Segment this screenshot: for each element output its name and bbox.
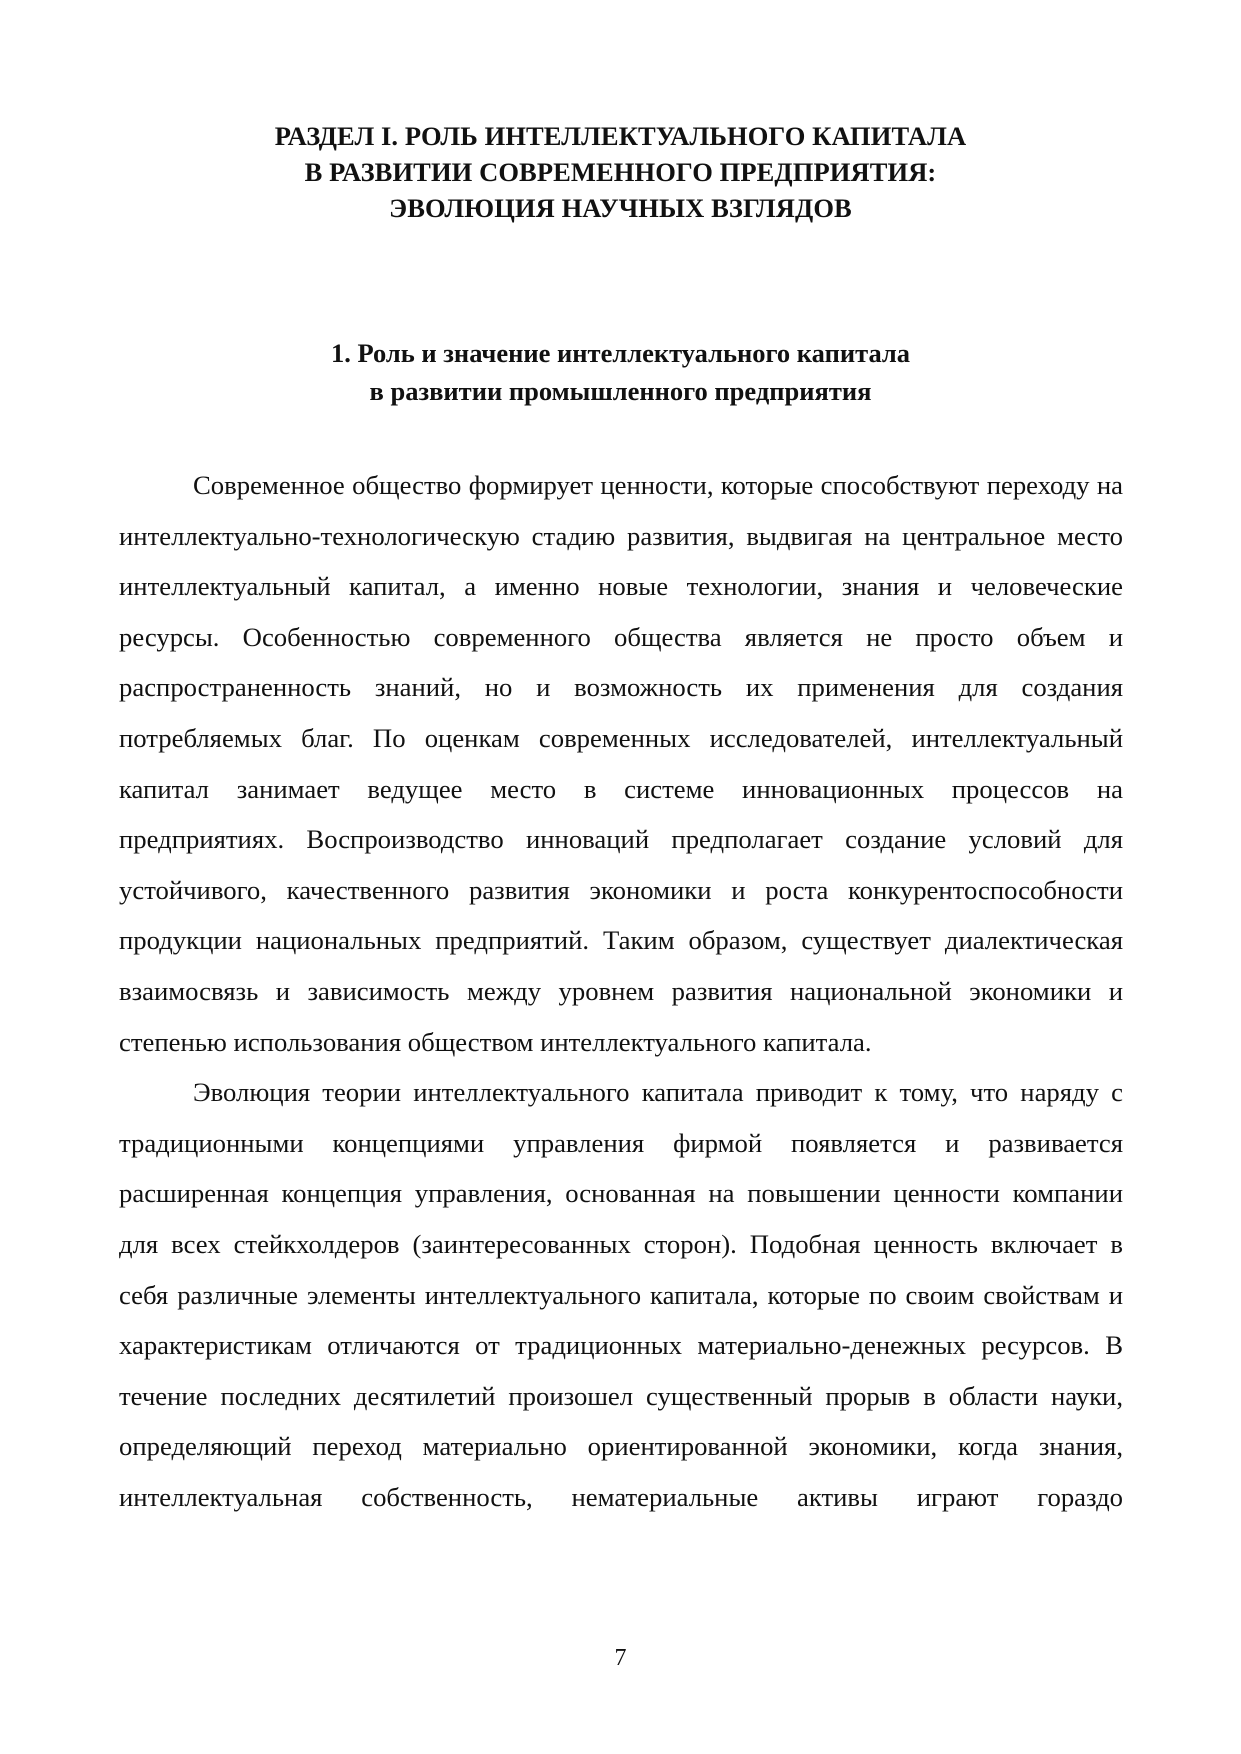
page-number: 7 [614,1645,627,1671]
section-title-line-3: ЭВОЛЮЦИЯ НАУЧНЫХ ВЗГЛЯДОВ [389,193,852,223]
chapter-title [0,334,1241,410]
chapter-title-line-1: 1. Роль и значение интеллектуального капитала [330,338,911,368]
section-title-line-2: В РАЗВИТИИ СОВРЕМЕННОГО ПРЕДПРИЯТИЯ: [304,157,937,187]
section-title-line-1: РАЗДЕЛ I. РОЛЬ ИНТЕЛЛЕКТУАЛЬНОГО КАПИТАЛА [274,121,967,151]
paragraph-2: Эволюция теории интеллектуального капитала приводит к тому, что наряду с традиционными концепциями управления фирмой появляется и развивается расширенная концепция управления, основанная на повышении ценности компании для всех стейкхолдеров (заинтересованных сторон). Подобная ценность включает в себя различные элементы интеллектуального капитала, которые по своим свойствам и характеристикам отличаются от традиционных материально-денежных ресурсов. В течение последних десятилетий произошел существенный прорыв в области науки, определяющий переход материально ориентированной экономики, когда знания, интеллектуальная собственность, нематериальные активы играют гораздо [119,1077,1123,1512]
body-text [119,460,1123,1522]
paragraph-1: Современное общество формирует ценности, которые способствуют переходу на интеллектуально-технологическую стадию развития, выдвигая на центральное место интеллектуальный капитал, а именно новые технологии, знания и человеческие ресурсы. Особенностью современного общества является не просто объем и распространенность знаний, но и возможность их применения для создания потребляемых благ. По оценкам современных исследователей, интеллектуальный капитал занимает ведущее место в системе инновационных процессов на предприятиях. Воспроизводство инноваций предполагает создание условий для устойчивого, качественного развития экономики и роста конкурентоспособности продукции национальных предприятий. Таким образом, существует диалектическая взаимосвязь и зависимость между уровнем развития национальной экономики и степенью использования обществом интеллектуального капитала. [119,470,1123,1057]
chapter-title-line-2: в развитии промышленного предприятия [369,376,872,406]
section-title [0,118,1241,226]
